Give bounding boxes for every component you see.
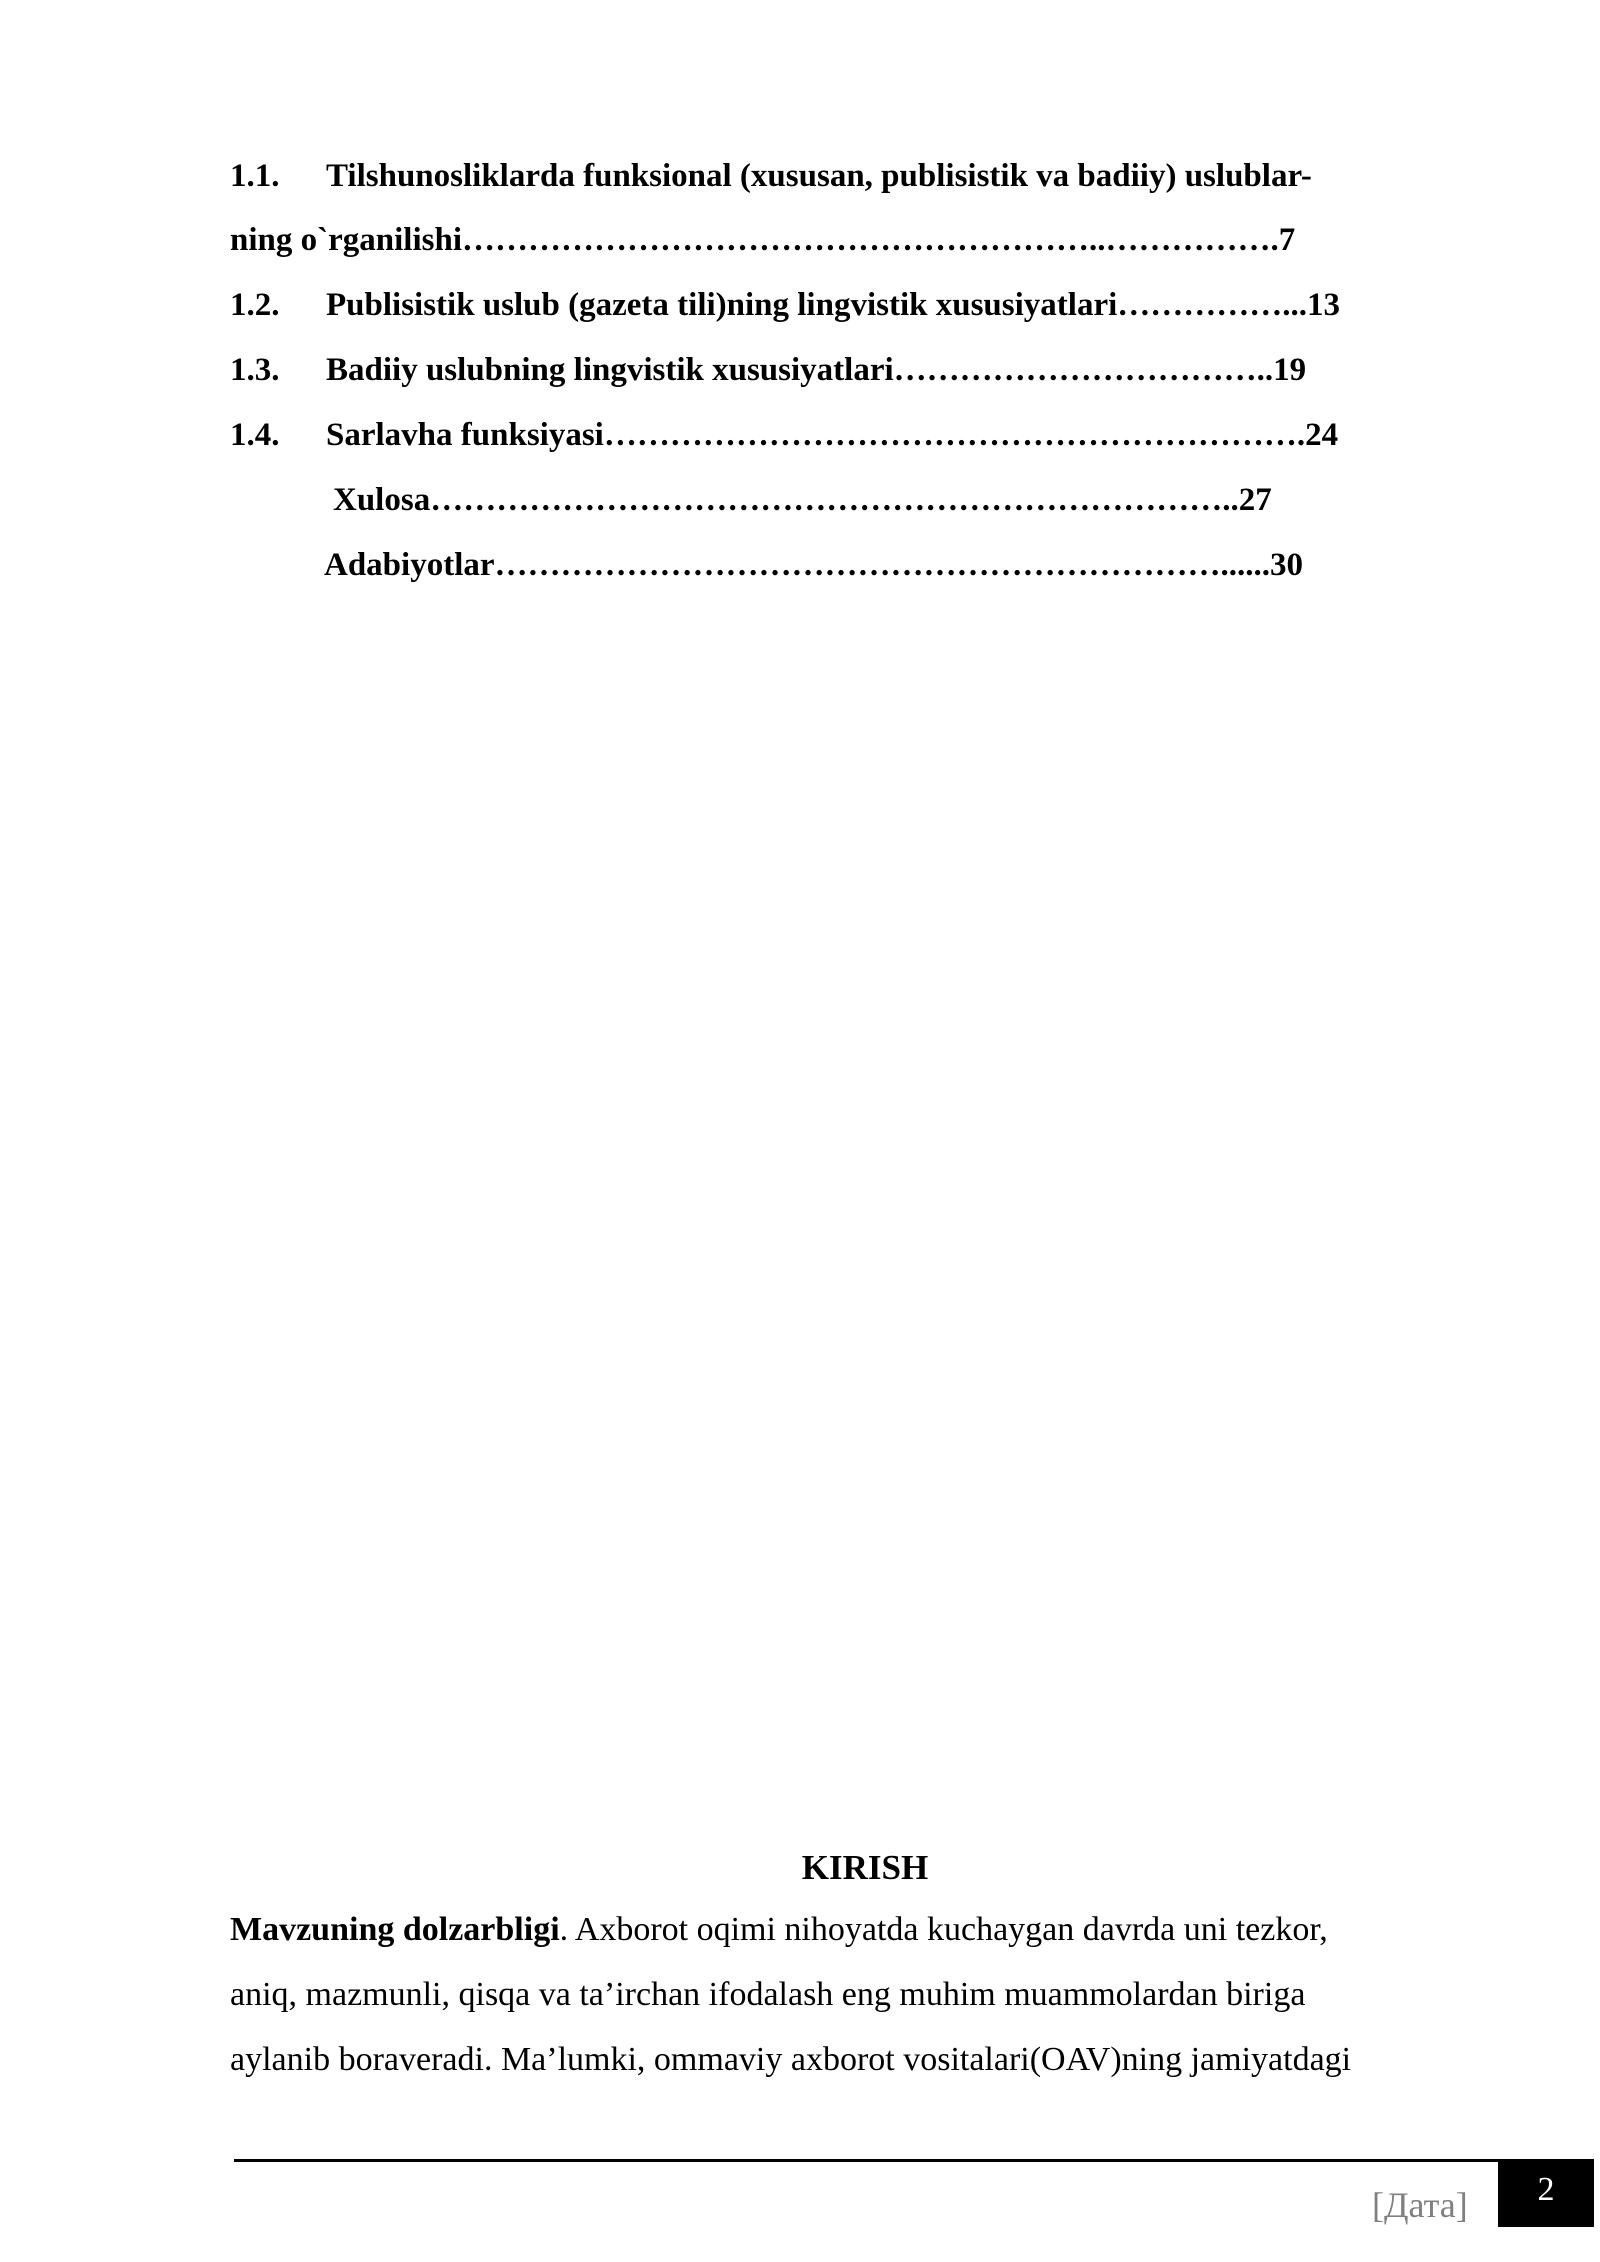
toc-entry-1-1[interactable] — [230, 152, 1492, 200]
intro-line-1-rest: . Axborot oqimi nihoyatda kuchaygan davrda uni tezkor, — [559, 1911, 1328, 1948]
toc-title: Adabiyotlar — [324, 547, 495, 583]
toc-title: Xulosa — [333, 482, 431, 518]
intro-line-3: aylanib boraveradi. Ma’lumki, ommaviy axborot vositalari(OAV)ning jamiyatdagi — [230, 2041, 1352, 2078]
toc-leader-page: ……………………………………………………….24 — [603, 417, 1339, 453]
toc-leader-page: ………………………………………………………………..27 — [430, 482, 1272, 518]
footer-date-placeholder[interactable]: [Дата] — [1372, 2185, 1468, 2225]
footer-page-number: 2 — [1498, 2160, 1594, 2227]
footer-rule — [234, 2159, 1594, 2162]
intro-bold-lead: Mavzuning dolzarbligi — [230, 1911, 560, 1948]
toc-entry-1-3[interactable] — [230, 346, 1492, 394]
section-title: KIRISH — [801, 1848, 929, 1887]
toc-leader-page: …………………………………………………..…………….7 — [461, 222, 1296, 258]
toc-number: 1.2. — [230, 287, 280, 323]
toc-leader-page: …………………………………………………………......30 — [494, 547, 1304, 583]
toc-title: Publisistik uslub (gazeta tili)ning lingvistik xususiyatlari — [326, 287, 1118, 323]
toc-number: 1.3. — [230, 352, 280, 388]
toc-leader-page: ……………...13 — [1117, 287, 1341, 323]
toc-entry-1-2[interactable] — [230, 281, 1492, 329]
toc-entry-xulosa[interactable] — [333, 476, 1492, 524]
toc-title: Sarlavha funksiyasi — [326, 417, 604, 453]
intro-line-1 — [230, 1906, 1328, 1954]
toc-entry-1-1-cont[interactable] — [230, 216, 1492, 264]
toc-leader-page: ……………………………..19 — [893, 352, 1307, 388]
toc-entry-adabiyotlar[interactable] — [324, 541, 1492, 589]
intro-line-2: aniq, mazmunli, qisqa va ta’irchan ifodalash eng muhim muammolardan biriga — [230, 1976, 1306, 2013]
toc-entry-1-4[interactable] — [230, 411, 1492, 459]
toc-number: 1.1. — [230, 158, 280, 194]
toc-title: Badiiy uslubning lingvistik xususiyatlari — [326, 352, 894, 388]
toc-title: ning o`rganilishi — [230, 222, 462, 258]
toc-title: Tilshunosliklarda funksional (xususan, publisistik va badiiy) uslublar- — [326, 158, 1312, 194]
toc-number: 1.4. — [230, 417, 280, 453]
